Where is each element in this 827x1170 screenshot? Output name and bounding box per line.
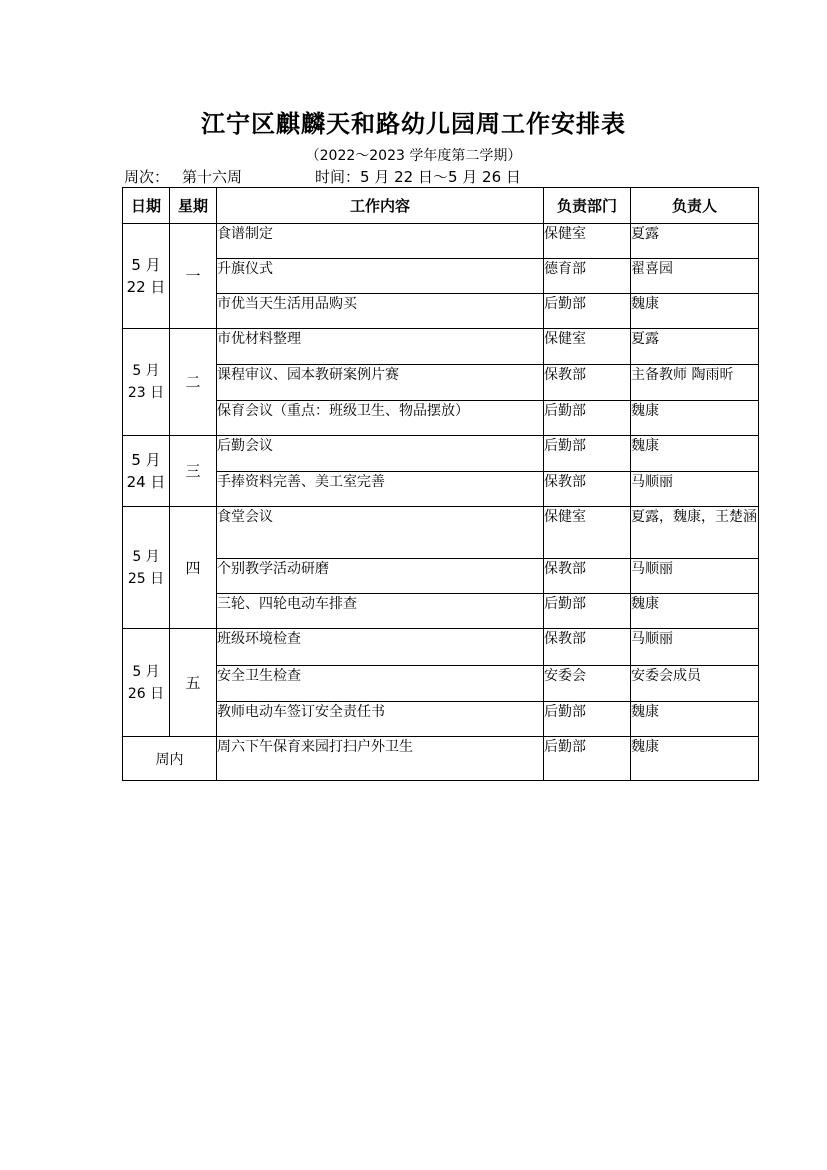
week-info <box>124 166 521 187</box>
person-cell: 翟喜园 <box>631 259 759 294</box>
time-value: 5 月 22 日～5 月 26 日 <box>360 168 521 186</box>
date-day: 24 日 <box>126 473 166 491</box>
header-weekday: 星期 <box>170 188 217 224</box>
date-month: 5 月 <box>132 363 160 379</box>
date-month: 5 月 <box>131 451 161 469</box>
date-day: 25 日 <box>127 570 165 587</box>
table-row <box>123 401 759 436</box>
date-day: 22 日 <box>126 278 166 296</box>
header-dept: 负责部门 <box>544 188 631 224</box>
schedule-table <box>122 187 759 781</box>
person-cell: 魏康 <box>631 702 759 737</box>
table-row <box>123 472 759 507</box>
time-label: 时间： <box>315 168 361 186</box>
dept-cell: 保教部 <box>544 629 631 666</box>
dept-cell: 保教部 <box>544 365 631 401</box>
person-cell: 魏康 <box>631 401 759 436</box>
table-row <box>123 329 759 365</box>
content-cell: 市优当天生活用品购买 <box>217 294 544 329</box>
content-cell: 保育会议（重点：班级卫生、物品摆放） <box>217 401 544 436</box>
table-row <box>123 594 759 629</box>
weekday-cell: 三 <box>170 436 217 507</box>
table-row <box>123 436 759 472</box>
week-value: 第十六周 <box>182 168 243 186</box>
date-cell <box>123 629 170 737</box>
weekday-cell: 四 <box>170 507 217 629</box>
dept-cell: 后勤部 <box>544 737 631 781</box>
table-row <box>123 559 759 594</box>
dept-cell: 后勤部 <box>544 702 631 737</box>
dept-cell: 保教部 <box>544 559 631 594</box>
content-cell: 市优材料整理 <box>217 329 544 365</box>
week-label-cell: 周内 <box>123 737 217 781</box>
table-row <box>123 507 759 559</box>
content-cell: 教师电动车签订安全责任书 <box>217 702 544 737</box>
content-cell: 班级环境检查 <box>217 629 544 666</box>
header-date: 日期 <box>123 188 170 224</box>
date-day: 23 日 <box>127 385 165 401</box>
person-cell: 马顺丽 <box>631 629 759 666</box>
table-row <box>123 702 759 737</box>
date-month: 5 月 <box>132 663 160 680</box>
dept-cell: 保教部 <box>544 472 631 507</box>
weekday-cell: 一 <box>170 224 217 329</box>
content-cell: 食谱制定 <box>217 224 544 259</box>
table-row <box>123 629 759 666</box>
document-subtitle: （2022～2023 学年度第二学期） <box>305 148 522 164</box>
date-cell <box>123 436 170 507</box>
person-cell: 安委会成员 <box>631 666 759 702</box>
week-label: 周次： <box>124 168 170 186</box>
date-cell <box>123 507 170 629</box>
dept-cell: 后勤部 <box>544 401 631 436</box>
person-cell: 魏康 <box>631 436 759 472</box>
date-month: 5 月 <box>131 256 161 274</box>
table-row <box>123 666 759 702</box>
table-row <box>123 294 759 329</box>
date-cell <box>123 329 170 436</box>
content-cell: 个别教学活动研磨 <box>217 559 544 594</box>
dept-cell: 安委会 <box>544 666 631 702</box>
person-cell: 马顺丽 <box>631 472 759 507</box>
dept-cell: 后勤部 <box>544 436 631 472</box>
dept-cell: 后勤部 <box>544 294 631 329</box>
content-cell: 周六下午保育来园打扫户外卫生 <box>217 737 544 781</box>
header-row <box>123 188 759 224</box>
content-cell: 后勤会议 <box>217 436 544 472</box>
dept-cell: 德育部 <box>544 259 631 294</box>
header-person: 负责人 <box>631 188 759 224</box>
weekday-cell: 二 <box>170 329 217 436</box>
date-month: 5 月 <box>132 548 160 565</box>
table-row <box>123 259 759 294</box>
document-title: 江宁区麒麟天和路幼儿园周工作安排表 <box>201 109 626 138</box>
dept-cell: 保健室 <box>544 507 631 559</box>
content-cell: 三轮、四轮电动车排查 <box>217 594 544 629</box>
table-row <box>123 224 759 259</box>
content-cell: 安全卫生检查 <box>217 666 544 702</box>
date-day: 26 日 <box>127 685 165 702</box>
person-cell: 魏康 <box>631 737 759 781</box>
person-cell: 夏露，魏康，王楚涵 <box>631 507 759 559</box>
table-row <box>123 365 759 401</box>
person-cell: 魏康 <box>631 594 759 629</box>
weekday-cell: 五 <box>170 629 217 737</box>
table-row <box>123 737 759 781</box>
content-cell: 升旗仪式 <box>217 259 544 294</box>
content-cell: 手捧资料完善、美工室完善 <box>217 472 544 507</box>
header-content: 工作内容 <box>217 188 544 224</box>
person-cell: 马顺丽 <box>631 559 759 594</box>
person-cell: 主备教师 陶雨昕 <box>631 365 759 401</box>
dept-cell: 后勤部 <box>544 594 631 629</box>
dept-cell: 保健室 <box>544 329 631 365</box>
content-cell: 食堂会议 <box>217 507 544 559</box>
content-cell: 课程审议、园本教研案例片赛 <box>217 365 544 401</box>
person-cell: 夏露 <box>631 224 759 259</box>
date-cell <box>123 224 170 329</box>
person-cell: 夏露 <box>631 329 759 365</box>
person-cell: 魏康 <box>631 294 759 329</box>
dept-cell: 保健室 <box>544 224 631 259</box>
